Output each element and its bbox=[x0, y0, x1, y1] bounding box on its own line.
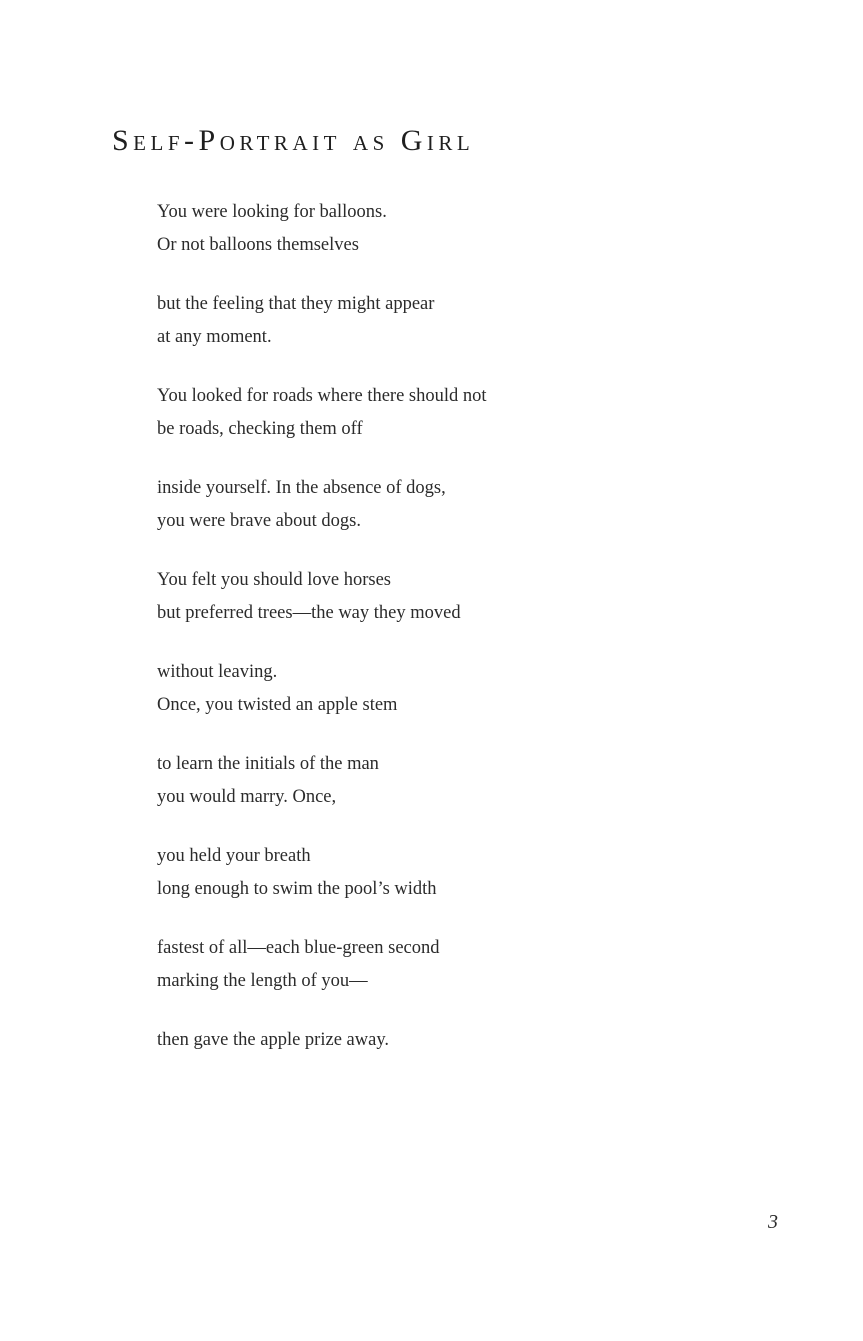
stanza bbox=[157, 1024, 757, 1057]
stanza bbox=[157, 472, 757, 538]
stanza bbox=[157, 380, 757, 446]
stanza bbox=[157, 840, 757, 906]
poem-line: you were brave about dogs. bbox=[157, 511, 361, 531]
stanza bbox=[157, 288, 757, 354]
stanza bbox=[157, 932, 757, 998]
poem-line: without leaving. bbox=[157, 662, 278, 682]
stanza bbox=[157, 564, 757, 630]
poem-line: but preferred trees—the way they moved bbox=[157, 603, 461, 623]
page-number: 3 bbox=[768, 1211, 778, 1233]
poem-line: You looked for roads where there should not bbox=[157, 386, 487, 406]
stanza bbox=[157, 656, 757, 722]
poem-line: You felt you should love horses bbox=[157, 570, 391, 590]
poem-line: fastest of all—each blue-green second bbox=[157, 938, 440, 958]
poem-line: Or not balloons themselves bbox=[157, 235, 359, 255]
poem-line: Once, you twisted an apple stem bbox=[157, 695, 398, 715]
poem-line: you held your breath bbox=[157, 846, 311, 866]
stanza bbox=[157, 748, 757, 814]
poem-line: you would marry. Once, bbox=[157, 787, 337, 807]
poem-line: You were looking for balloons. bbox=[157, 202, 387, 222]
poem-line: but the feeling that they might appear bbox=[157, 294, 435, 314]
poem-line: at any moment. bbox=[157, 327, 272, 347]
poem-line: to learn the initials of the man bbox=[157, 754, 379, 774]
stanza bbox=[157, 196, 757, 262]
poem-line: then gave the apple prize away. bbox=[157, 1030, 389, 1050]
poem-body bbox=[157, 196, 757, 1083]
poem-line: inside yourself. In the absence of dogs, bbox=[157, 478, 446, 498]
poem-line: be roads, checking them off bbox=[157, 419, 363, 439]
poem-line: marking the length of you— bbox=[157, 971, 368, 991]
poem-line: long enough to swim the pool’s width bbox=[157, 879, 437, 899]
poem-title: Self-Portrait as Girl bbox=[112, 124, 475, 157]
